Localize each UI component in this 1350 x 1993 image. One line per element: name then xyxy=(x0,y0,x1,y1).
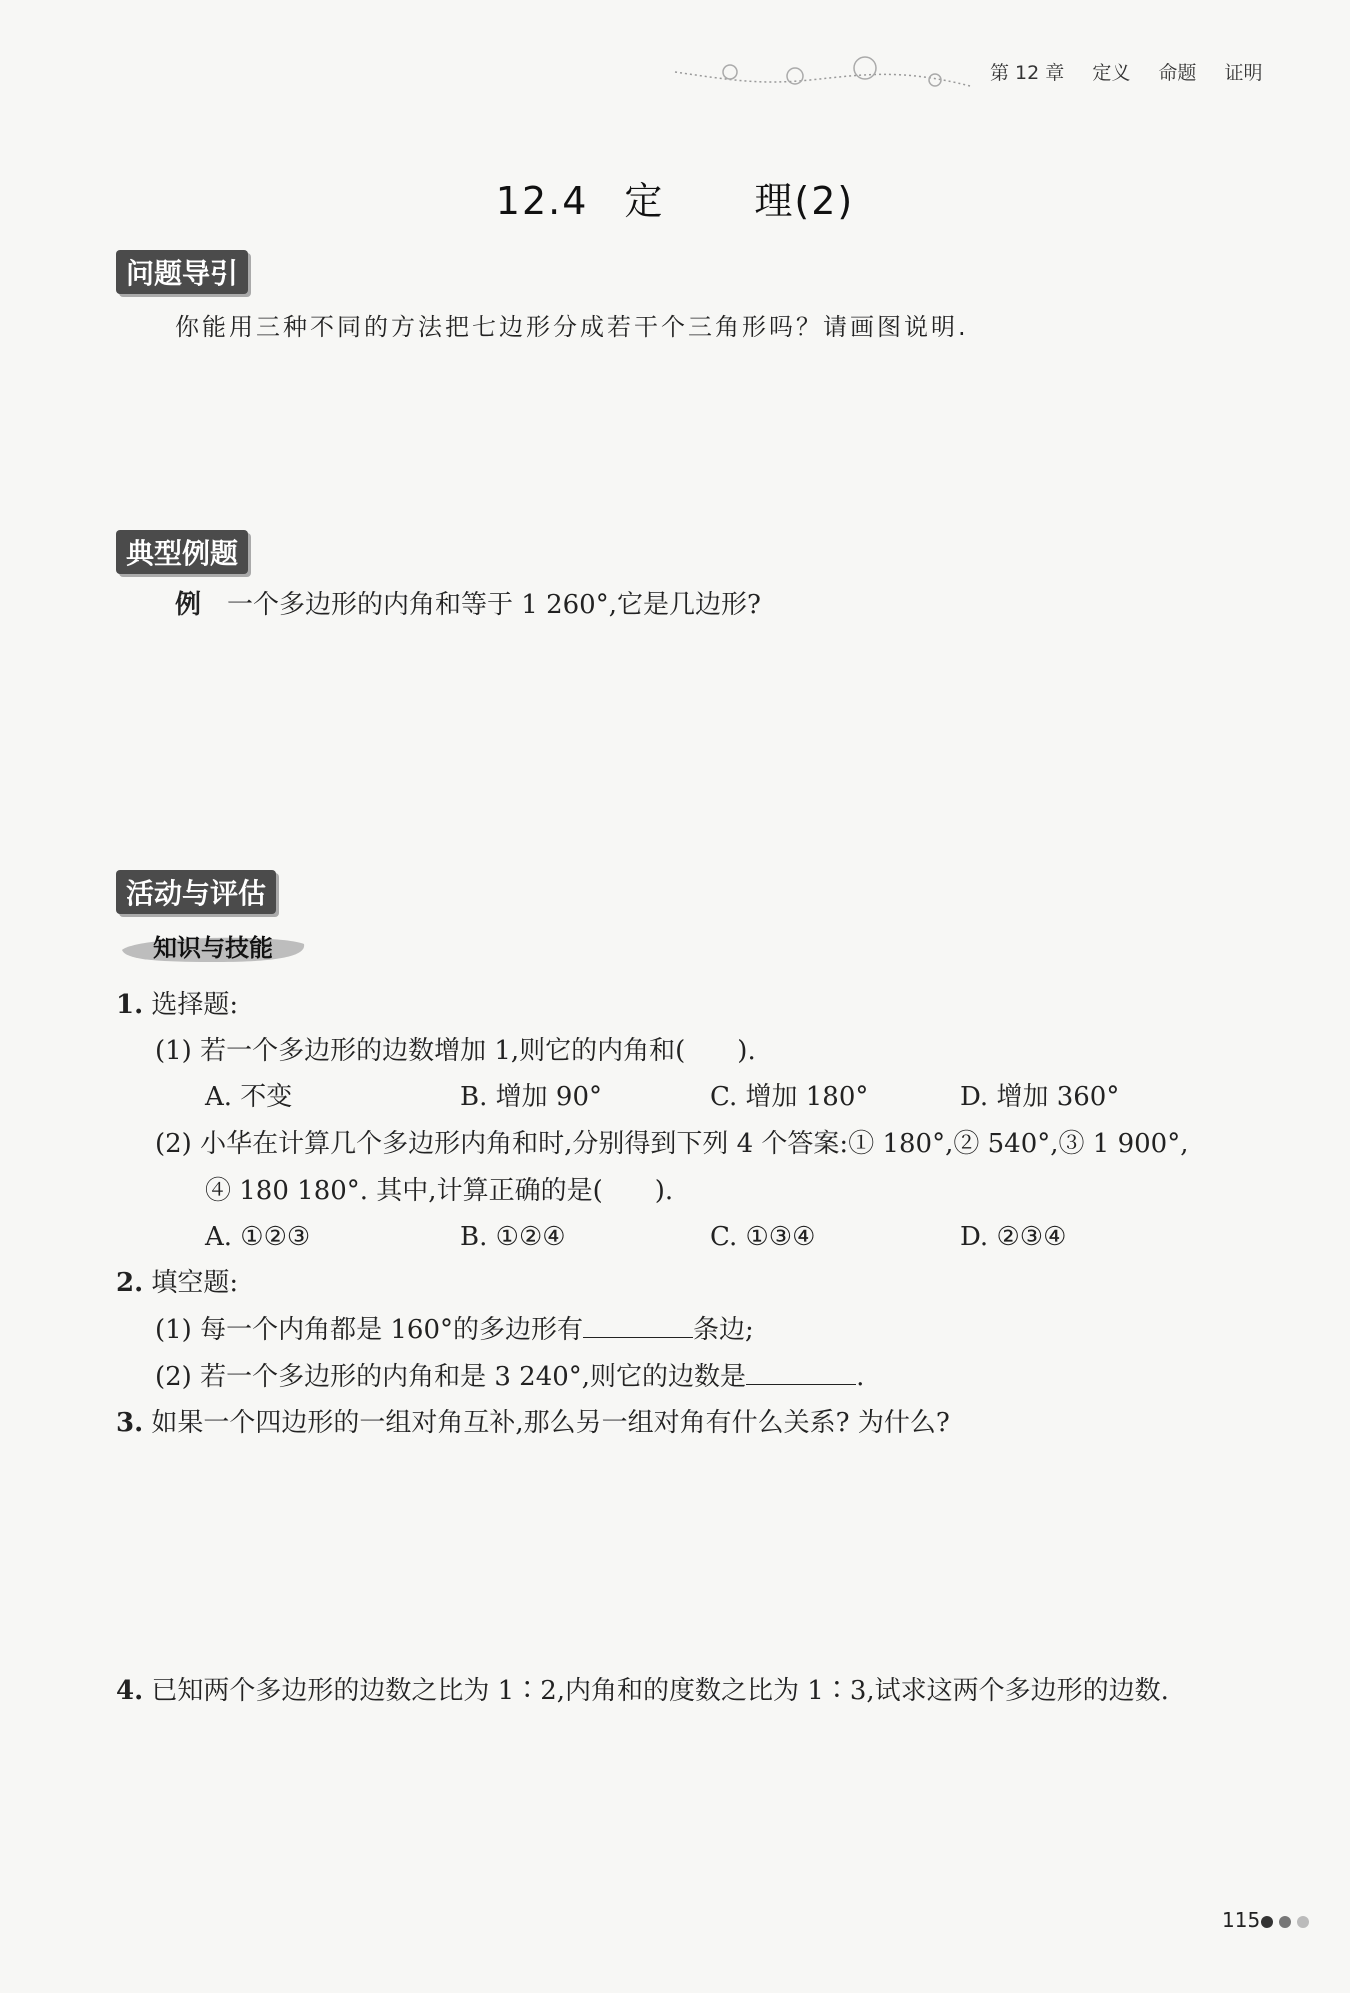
q1-sub1: (1) 若一个多边形的边数增加 1,则它的内角和( ). xyxy=(155,1036,756,1066)
q2-sub2-before: (2) 若一个多边形的内角和是 3 240°,则它的边数是 xyxy=(155,1362,747,1392)
q2-number: 2. xyxy=(116,1268,144,1298)
q1-number: 1. xyxy=(116,990,144,1020)
q3-number: 3. xyxy=(116,1408,144,1438)
q1-sub1-option-c: C. 增加 180° xyxy=(710,1082,869,1112)
q1-sub2-option-d: D. ②③④ xyxy=(960,1222,1067,1252)
q1-sub2-option-a: A. ①②③ xyxy=(205,1222,311,1252)
q2-sub2-after: . xyxy=(856,1362,865,1392)
title-word-1: 定 xyxy=(624,179,665,223)
q2-sub1 xyxy=(155,1313,754,1347)
q2-header xyxy=(116,1266,238,1300)
q1-sub2-line1: (2) 小华在计算几个多边形内角和时,分别得到下列 4 个答案:① 180°,② 540°,③ 1 900°, xyxy=(155,1129,1189,1159)
page-number: 115 xyxy=(1222,1908,1261,1932)
page-title xyxy=(0,170,1350,225)
section-tag-guide: 问题导引 xyxy=(116,250,248,294)
q3-text: 如果一个四边形的一组对角互补,那么另一组对角有什么关系? 为什么? xyxy=(151,1408,950,1438)
chapter-topic-3: 证明 xyxy=(1224,62,1263,84)
page-dots-icon xyxy=(1260,1914,1320,1930)
q4 xyxy=(116,1674,1169,1708)
example-text: 一个多边形的内角和等于 1 260°,它是几边形? xyxy=(227,590,761,620)
header-decoration xyxy=(670,50,980,100)
q1-sub2-option-b: B. ①②④ xyxy=(460,1222,566,1252)
chapter-number: 第 12 章 xyxy=(990,62,1065,84)
q2-sub1-blank[interactable] xyxy=(583,1315,693,1338)
q2-sub1-after: 条边; xyxy=(693,1315,754,1345)
q1-header xyxy=(116,988,238,1022)
chapter-topic-1: 定义 xyxy=(1092,62,1131,84)
q1-sub2-option-c: C. ①③④ xyxy=(710,1222,816,1252)
chapter-topic-2: 命题 xyxy=(1158,62,1197,84)
guide-question: 你能用三种不同的方法把七边形分成若干个三角形吗？请画图说明. xyxy=(175,313,969,341)
chapter-header xyxy=(990,58,1284,85)
q1-sub1-option-b: B. 增加 90° xyxy=(460,1082,602,1112)
q1-title: 选择题: xyxy=(151,990,239,1020)
q1-sub2-line2: ④ 180 180°. 其中,计算正确的是( ). xyxy=(205,1176,674,1206)
q2-sub1-before: (1) 每一个内角都是 160°的多边形有 xyxy=(155,1315,583,1345)
q4-text: 已知两个多边形的边数之比为 1∶2,内角和的度数之比为 1∶3,试求这两个多边形的边数. xyxy=(151,1676,1169,1706)
example-line xyxy=(175,588,761,622)
section-tag-activity: 活动与评估 xyxy=(116,870,276,914)
section-tag-example: 典型例题 xyxy=(116,530,248,574)
title-number: 12.4 xyxy=(495,179,589,223)
q1-sub1-option-d: D. 增加 360° xyxy=(960,1082,1120,1112)
q4-number: 4. xyxy=(116,1676,144,1706)
q2-sub2 xyxy=(155,1360,864,1394)
q2-title: 填空题: xyxy=(151,1268,239,1298)
q1-sub1-option-a: A. 不变 xyxy=(205,1082,293,1112)
example-label: 例 xyxy=(175,590,202,620)
subsection-tag-skills xyxy=(118,930,308,966)
title-word-2: 理(2) xyxy=(754,179,855,223)
q3 xyxy=(116,1406,950,1440)
q2-sub2-blank[interactable] xyxy=(746,1362,856,1385)
subsection-label: 知识与技能 xyxy=(153,934,273,962)
